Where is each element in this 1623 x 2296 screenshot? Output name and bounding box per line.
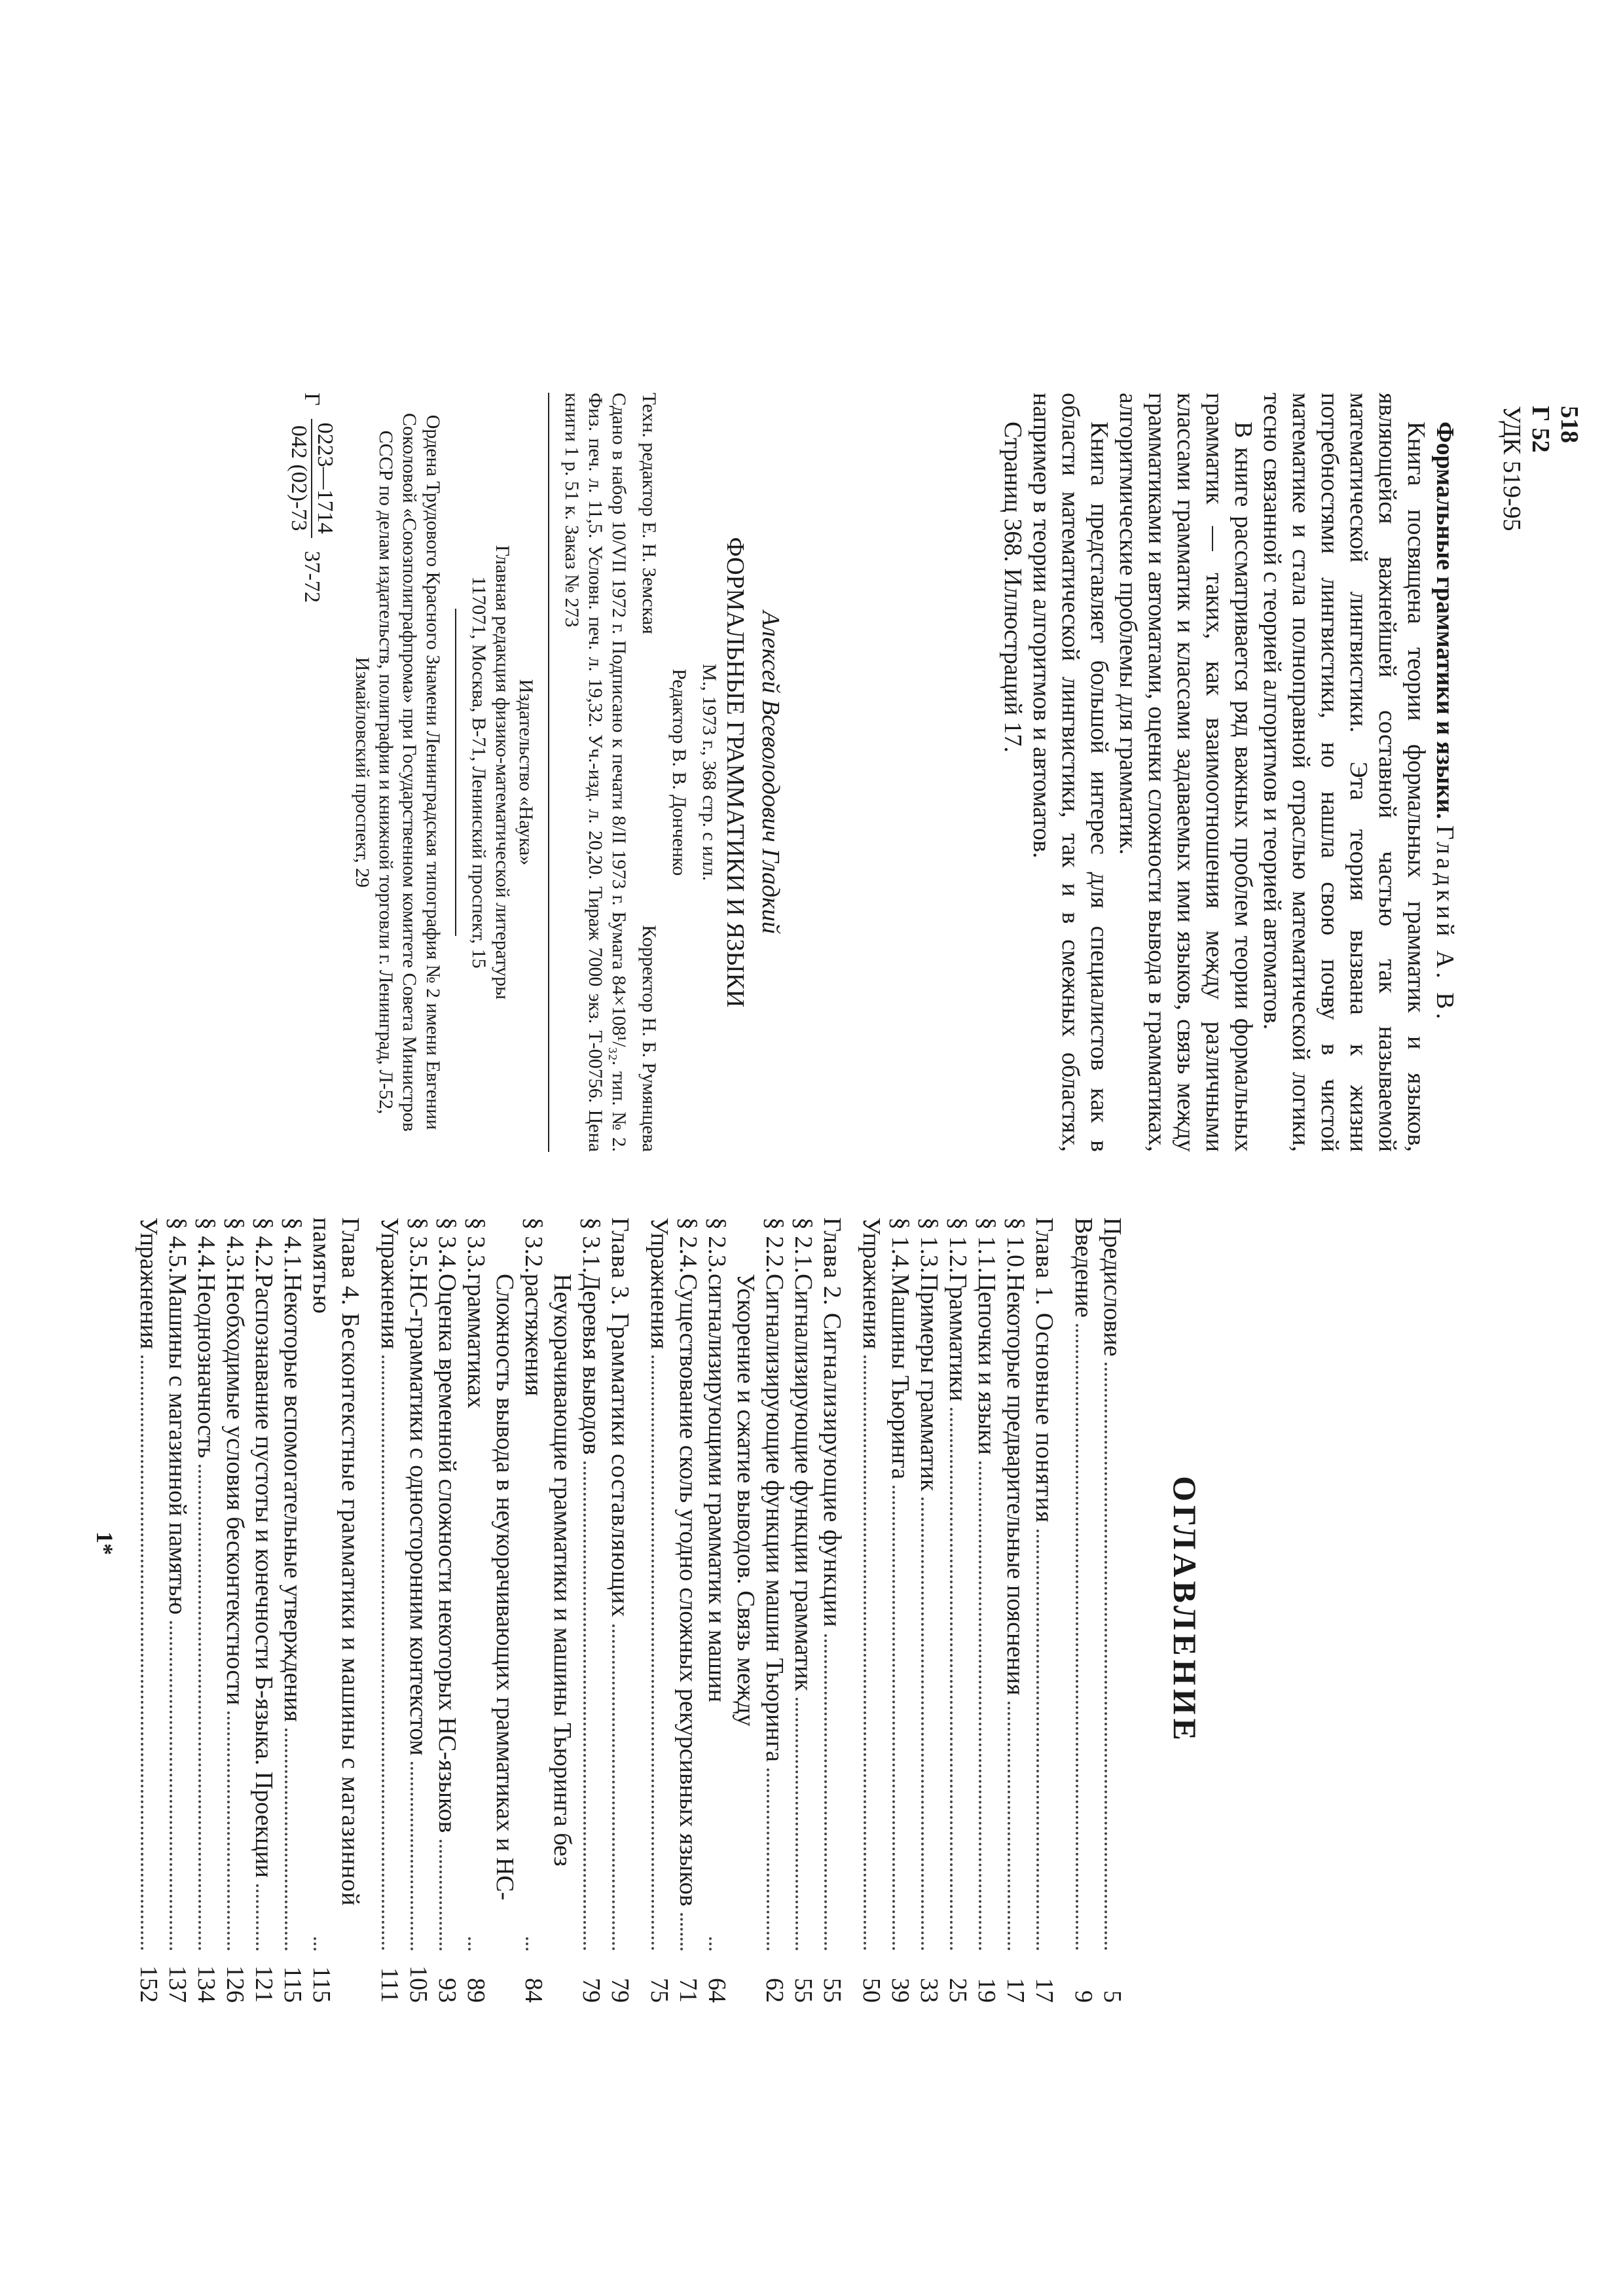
toc-page-number: 115: [308, 1966, 335, 2003]
toc-entry: [1098, 1217, 1127, 2003]
toc-entry-number: § 2.3.: [703, 1217, 731, 1274]
toc-leader-dots: [680, 1913, 683, 1950]
toc-section: [943, 1217, 972, 2003]
toc-leader-dots: [256, 1884, 259, 1950]
toc-leader-dots: [864, 1355, 866, 1950]
toc-page-number: 134: [192, 1965, 220, 2003]
toc-entry-number: § 1.3.: [915, 1217, 943, 1274]
toc-leader-dots: [921, 1498, 924, 1950]
toc-page-number: 89: [462, 1978, 490, 2003]
toc-entry-number: § 3.5.: [405, 1217, 432, 1274]
colophon-print-data: Сдано в набор 10/VII 1972 г. Подписано к печати 8/II 1973 г. Бумага 84×108¹/₃₂. тип. № 2. Физ. печ. л. 11,5. Условн. печ. л. 19,32. Уч.-изд. л. 20,20. Тираж 7000 экз. Т-00756. Цена книги 1 р. 51 к. Заказ № 273: [561, 393, 630, 1152]
toc-entry-text: Ускорение и сжатие выводов. Связь между сигнализирующими грамматик и машин: [703, 1274, 759, 1727]
colophon-publication: М., 1973 г., 368 стр. с илл.: [699, 664, 720, 881]
library-codes: [1497, 406, 1584, 733]
toc-section: [674, 1217, 702, 2003]
toc-entry-text: Машины с магазинной памятью: [164, 1274, 191, 1615]
abstract-paragraph-2: В книге рассматривается ряд важных проблем теории формальных грамматик — таких, как взаимоотношения между различными классами грамматик и классами задаваемых ими языков, связь между грамматиками и автоматами, оценки сложности вывода в грамматиках, алгоритмические проблемы для грамматик.: [1114, 393, 1257, 1152]
toc-entry-number: § 1.4.: [886, 1217, 914, 1274]
abstract-paragraph-4: Страниц 368. Иллюстраций 17.: [999, 422, 1027, 753]
toc-leader-dots: [892, 1486, 895, 1950]
toc-gap: [847, 1217, 857, 2003]
toc-entry-number: § 4.2.: [250, 1217, 278, 1274]
toc-entry-text: Упражнения: [646, 1217, 673, 1350]
toc-section: [519, 1217, 577, 2003]
toc-title: ОГЛАВЛЕНИЕ: [1167, 1476, 1203, 1744]
toc-gap: [1059, 1217, 1069, 2003]
toc-entry-text: Сигнализирующие функции машин Тьюринга: [761, 1274, 788, 1763]
toc-section: [163, 1217, 192, 2003]
toc-entry: [134, 1217, 163, 2003]
toc-entry-text: Предисловие: [1099, 1217, 1126, 1357]
colophon-title: ФОРМАЛЬНЫЕ ГРАММАТИКИ И ЯЗЫКИ: [721, 537, 749, 1008]
toc-section: [915, 1217, 943, 2003]
toc-page-number: 152: [135, 1965, 162, 2003]
toc-page-number: 25: [944, 1978, 972, 2003]
toc-page-number: 115: [279, 1966, 306, 2003]
toc-entry-number: § 3.4.: [433, 1217, 461, 1274]
toc-entry-number: § 4.3.: [221, 1217, 249, 1274]
toc-gap: [365, 1217, 375, 2003]
colophon-divider: [548, 393, 549, 1152]
toc-entry-text: Введение: [1070, 1217, 1097, 1318]
colophon-divider-2: [455, 609, 456, 936]
toc-leader-dots: [767, 1768, 769, 1950]
toc-entry-text: Глава 1. Основные понятия: [1030, 1217, 1058, 1524]
toc-page-number: 17: [1030, 1978, 1058, 2003]
toc-entry-text: Необходимые условия бесконтекстности: [221, 1274, 249, 1706]
toc-entry-text: Некоторые предварительные пояснения: [1002, 1274, 1029, 1696]
toc-entry: [857, 1217, 886, 2003]
toc-leader-dots: [612, 1624, 615, 1950]
toc-entry-number: § 4.5.: [164, 1217, 191, 1274]
toc-leader-dots: [468, 1937, 471, 1950]
abstract-title: Формальные грамматики и языки.: [1431, 422, 1459, 819]
toc-page-number: 62: [761, 1978, 788, 2003]
toc-entry-text: Грамматики: [944, 1274, 972, 1401]
toc-entry: [645, 1217, 674, 2003]
catalog-code-fraction: [286, 419, 337, 538]
toc-leader-dots: [170, 1621, 172, 1950]
toc-page-number: 126: [221, 1965, 249, 2003]
toc-entry-text: Примеры грамматик: [915, 1274, 943, 1492]
code-g52: Г 52: [1527, 406, 1554, 453]
catalog-code-denominator: 042 (02)-73: [287, 425, 311, 531]
toc-leader-dots: [709, 1937, 712, 1950]
toc-leader-dots: [141, 1355, 143, 1950]
toc-entry-text: Некоторые вспомогательные утверждения: [279, 1274, 306, 1722]
toc-section: [760, 1217, 789, 2003]
toc-page-number: 39: [886, 1978, 914, 2003]
toc-entry-text: Упражнения: [858, 1217, 885, 1350]
colophon-author: Алексей Всеволодович Гладкий: [757, 611, 784, 934]
toc-entry-text: Неоднозначность: [192, 1274, 220, 1458]
toc-entry-number: § 1.1.: [973, 1217, 1000, 1274]
toc-leader-dots: [824, 1634, 827, 1950]
toc-section: [278, 1217, 307, 2003]
toc-leader-dots: [526, 1937, 528, 1950]
catalog-code-letter: Г: [300, 393, 324, 406]
toc-entry: [1069, 1217, 1098, 2003]
toc-leader-dots: [227, 1712, 230, 1950]
toc-section: [221, 1217, 249, 2003]
toc-leader-dots: [410, 1762, 413, 1950]
toc-entry-text: Глава 3. Грамматики составляющих: [606, 1217, 634, 1618]
toc-entry-number: § 4.1.: [279, 1217, 306, 1274]
toc-page-number: 79: [577, 1978, 605, 2003]
toc-leader-dots: [1076, 1324, 1078, 1950]
toc-section: [789, 1217, 818, 2003]
toc-entry-text: Распознавание пустоты и конечности Б-языка. Проекции: [250, 1274, 278, 1878]
toc-section: [1001, 1217, 1030, 2003]
toc-page-number: 55: [818, 1978, 846, 2003]
toc-entry-number: § 1.0.: [1002, 1217, 1029, 1274]
toc-page-number: 137: [164, 1965, 191, 2003]
code-518: 518: [1556, 406, 1583, 443]
toc-leader-dots: [285, 1729, 287, 1950]
toc-entry-text: Деревья выводов: [577, 1274, 605, 1455]
toc-page-number: 71: [674, 1978, 702, 2003]
toc-page-number: 79: [606, 1978, 634, 2003]
toc-entry-text: Неукорачивающие грамматики и машины Тьюринга без растяжения: [520, 1274, 576, 1867]
toc-entry-text: Машины Тьюринга: [886, 1274, 914, 1480]
toc-entry-text: Сигнализирующие функции грамматик: [790, 1274, 817, 1691]
toc-page-number: 93: [433, 1978, 461, 2003]
toc-entry-number: § 1.2.: [944, 1217, 972, 1274]
toc-page-number: 5: [1099, 1990, 1126, 2003]
toc-chapter: [606, 1217, 634, 2003]
abstract-author: Гладкий А. В.: [1431, 825, 1459, 1024]
signature-mark: 1*: [92, 1532, 118, 1555]
toc-entry-number: § 2.2.: [761, 1217, 788, 1274]
toc-chapter: [818, 1217, 847, 2003]
udk-code: УДК 519-95: [1498, 406, 1525, 531]
toc-leader-dots: [979, 1462, 981, 1950]
colophon-staff: [637, 393, 661, 1152]
catalog-code-numerator: 0223—1714: [311, 419, 337, 538]
abstract-paragraph-1: Книга посвящена теории формальных грамматик и языков, являющейся важнейшей составной частью так называемой математической лингвистики. Эта теория вызвана к жизни потребностями лингвистики, но нашла свою почву в чистой математике и стала полноправной отраслью математической логики, тесно связанной с теорией алгоритмов и теорией автоматов.: [1258, 393, 1430, 1152]
colophon-tech-editor: Техн. редактор Е. Н. Земская: [638, 393, 660, 634]
toc-page-number: 50: [858, 1978, 885, 2003]
toc-entry-text: Оценка временной сложности некоторых НС-языков: [433, 1274, 461, 1833]
toc-chapter: [307, 1217, 365, 2003]
toc-page-number: 17: [1002, 1978, 1029, 2003]
toc-entry-text: Глава 4. Бесконтекстные грамматики и машины с магазинной памятью: [308, 1217, 364, 1907]
toc-entry-number: § 3.1.: [577, 1217, 605, 1274]
toc-leader-dots: [382, 1355, 384, 1950]
toc-entry-text: Упражнения: [135, 1217, 162, 1350]
toc-chapter: [1030, 1217, 1059, 2003]
abstract-heading: [1431, 393, 1459, 1152]
colophon-editor: Редактор В. В. Донченко: [668, 668, 690, 876]
toc-section: [249, 1217, 278, 2003]
colophon-corrector: Корректор Н. Б. Румянцева: [638, 925, 660, 1152]
catalog-code-tail: 37-72: [300, 550, 324, 603]
toc-entry-number: § 2.1.: [790, 1217, 817, 1274]
toc-gap: [634, 1217, 645, 2003]
abstract-paragraph-3: Книга представляет большой интерес для специалистов как в области математической лингвистики, так и в смежных областях, например в теории алгоритмов и автоматов.: [1028, 393, 1113, 1152]
toc-leader-dots: [439, 1840, 442, 1951]
toc-section: [404, 1217, 433, 2003]
toc-entry-number: § 2.4.: [674, 1217, 702, 1274]
toc-page-number: 19: [973, 1978, 1000, 2003]
toc-leader-dots: [314, 1937, 316, 1950]
toc-entry-text: Упражнения: [376, 1217, 403, 1350]
table-of-contents: [91, 1217, 1204, 2003]
toc-page-number: 111: [376, 1967, 403, 2003]
publisher-name: Издательство «Наука»: [515, 679, 537, 866]
toc-entry-text: НС-грамматики с односторонним контекстом: [405, 1274, 432, 1756]
toc-section: [886, 1217, 915, 2003]
printing-house: Ордена Трудового Красного Знамени Ленинградская типография № 2 имени Евгении Соколовой «Союзполиграфпрома» при Государственном комитете Совета Министров СССР по делам издательств, полиграфии и книжной торговли г. Ленинград, Л-52, Измайловский проспект, 29: [352, 413, 444, 1132]
toc-section: [433, 1217, 462, 2003]
toc-page-number: 55: [790, 1978, 817, 2003]
colophon: [286, 393, 785, 1152]
toc-section: [577, 1217, 606, 2003]
toc-page-number: 64: [703, 1978, 731, 2003]
toc-page-number: 121: [250, 1965, 278, 2003]
toc-entry-text: Глава 2. Сигнализирующие функции: [818, 1217, 846, 1628]
publisher-address: 117071, Москва, В-71, Ленинский проспект, 15: [468, 576, 490, 969]
toc-leader-dots: [795, 1698, 798, 1950]
toc-section: [702, 1217, 760, 2003]
toc-leader-dots: [1104, 1363, 1107, 1950]
toc-entry-text: Цепочки и языки: [973, 1274, 1000, 1455]
catalog-code: [286, 393, 337, 1152]
abstract: [998, 393, 1459, 1152]
toc-page-number: 33: [915, 1978, 943, 2003]
publisher-editorial: Главная редакция физико-математической литературы: [492, 545, 513, 1000]
toc-entry-number: § 4.4.: [192, 1217, 220, 1274]
toc-entry-text: Существование сколь угодно сложных рекурсивных языков: [674, 1274, 702, 1907]
toc-entry-text: Сложность вывода в неукорачивающих грамматиках и НС-грамматиках: [462, 1274, 519, 1901]
toc-entry-number: § 3.2.: [520, 1217, 547, 1274]
toc-section: [462, 1217, 519, 2003]
toc-page-number: 9: [1070, 1990, 1097, 2003]
toc-leader-dots: [1008, 1702, 1010, 1950]
toc-leader-dots: [950, 1408, 953, 1950]
toc-list: [134, 1217, 1127, 2003]
toc-leader-dots: [1036, 1530, 1039, 1950]
toc-entry: [375, 1217, 404, 2003]
toc-leader-dots: [651, 1355, 654, 1950]
toc-page-number: 84: [520, 1978, 547, 2003]
toc-page-number: 75: [646, 1978, 673, 2003]
toc-leader-dots: [198, 1465, 201, 1950]
toc-leader-dots: [583, 1462, 586, 1950]
toc-section: [192, 1217, 221, 2003]
toc-entry-number: § 3.3.: [462, 1217, 490, 1274]
toc-section: [972, 1217, 1001, 2003]
toc-page-number: 105: [405, 1965, 432, 2003]
